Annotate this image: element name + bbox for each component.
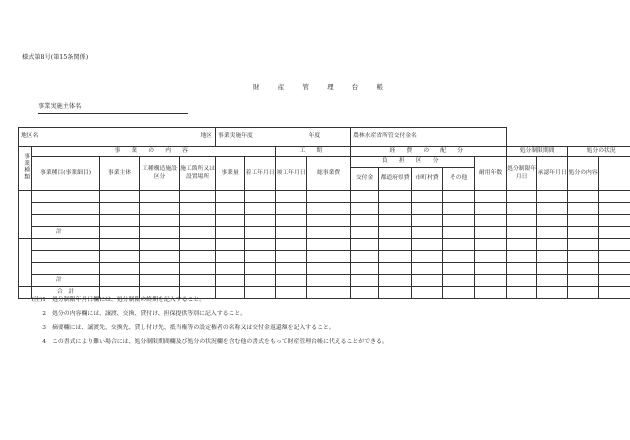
table-row[interactable]	[19, 191, 630, 203]
note-text: 処分の内容欄には、譲渡、交換、貸付け、担保提供等別に記入すること。	[52, 311, 247, 317]
note-item	[26, 326, 616, 340]
table-row[interactable]	[19, 203, 630, 215]
table-row[interactable]	[19, 239, 630, 251]
fiscal-year-suffix: 年度	[307, 128, 351, 147]
note-number: 4	[42, 339, 46, 345]
category-header: 事業種類	[19, 147, 32, 191]
restriction-group-header: 処分制限期間	[507, 147, 568, 157]
note-item	[26, 340, 616, 354]
restriction-end-header: 処分制限年月日	[507, 157, 537, 191]
note-text: 処分制限年月日欄には、処分制限の終期を記入すること。	[52, 297, 206, 303]
note-number: (注)1	[31, 297, 46, 303]
document-title	[253, 84, 383, 91]
fiscal-year-label: 事業実施年度	[216, 128, 307, 147]
table-row[interactable]	[19, 251, 630, 263]
municipal-header: 市町村費	[412, 168, 443, 191]
location-header: 施工箇所又は設置場所	[180, 157, 216, 191]
subtotal-label: 計	[32, 275, 100, 287]
operator-name-label: 事業実施主体名	[38, 103, 82, 110]
note-text: この書式により難い場合には、処分制限期間欄及び処分の状況欄を含む他の書式をもって財産管理台帳に代えることができる。	[52, 339, 388, 345]
title-char: 管	[302, 83, 309, 91]
note-number: 2	[42, 311, 46, 317]
note-number: 3	[42, 325, 46, 331]
title-char: 台	[351, 83, 359, 91]
disposal-group-header: 処分の状況	[568, 147, 630, 157]
grand-total-label: 合 計	[32, 287, 100, 299]
start-date-header: 着工年月日	[245, 157, 276, 191]
table-row[interactable]	[19, 263, 630, 275]
header-info-row	[19, 128, 630, 147]
district-suffix: 地区	[100, 128, 216, 147]
grant-header: 交付金	[351, 168, 379, 191]
header-blank	[507, 128, 630, 147]
title-char: 産	[277, 83, 285, 91]
disposal-content-header: 処分の内容	[568, 157, 599, 191]
burden-group-header: 負 担 区 分	[351, 157, 475, 168]
period-group-header: 工 期	[276, 147, 351, 157]
note-item	[26, 312, 616, 326]
district-label: 地区名	[19, 128, 100, 147]
form-number: 様式第8号(第15条関係)	[22, 54, 89, 61]
operator-name-field[interactable]	[38, 104, 188, 114]
project-type-header: 事業種目(事業細目)	[32, 157, 100, 191]
subtotal-label: 計	[32, 227, 100, 239]
total-cost-header: 総事業費	[307, 157, 351, 191]
note-item	[26, 298, 616, 312]
other-header: その他	[443, 168, 475, 191]
column-header-row	[19, 157, 630, 168]
asset-ledger-table	[18, 127, 630, 299]
quantity-header: 事業量	[216, 157, 245, 191]
prefecture-header: 都道府県費	[379, 168, 412, 191]
useful-years-header: 耐用年数	[475, 157, 507, 191]
title-char: 帳	[376, 83, 383, 91]
title-char: 財	[253, 83, 260, 91]
approval-date-header: 承認年月日	[537, 157, 568, 191]
subtotal-row[interactable]	[19, 227, 630, 239]
column-group-row	[19, 147, 630, 157]
notes-section	[26, 298, 616, 354]
expense-group-header: 経 費 の 配 分	[351, 147, 507, 157]
content-group-header: 事 業 の 内 容	[32, 147, 276, 157]
table-row[interactable]	[19, 215, 630, 227]
title-char: 理	[327, 83, 334, 91]
bureau-label: 農林水産省所管交付金名	[351, 128, 507, 147]
end-date-header: 竣工年月日	[276, 157, 307, 191]
structure-header: 工種構造施設区分	[140, 157, 180, 191]
note-text: 摘要欄には、譲渡先、交換先、貸し付け先、抵当権等の設定権者の名称又は交付金返還額を記入すること。	[52, 325, 335, 331]
subtotal-row[interactable]	[19, 275, 630, 287]
project-entity-header: 事業主体	[100, 157, 140, 191]
